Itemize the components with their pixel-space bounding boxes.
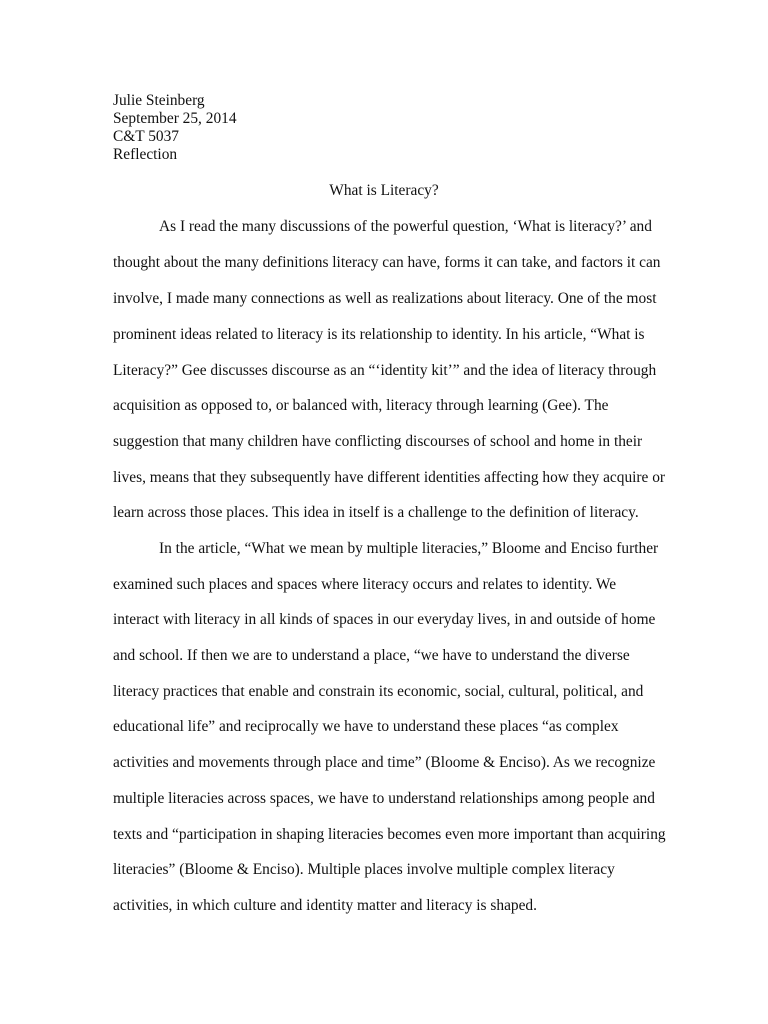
author-name: Julie Steinberg [113, 92, 205, 109]
page-title: What is Literacy? [329, 182, 439, 199]
paragraph-1-line: lives, means that they subsequently have different identities affecting how they acquire or [113, 469, 666, 486]
paragraph-1-line: suggestion that many children have conflicting discourses of school and home in their [113, 433, 643, 450]
paragraph-2-line: activities and movements through place and time” (Bloome & Enciso). As we recognize [113, 754, 656, 771]
paragraph-1-line: thought about the many definitions literacy can have, forms it can take, and factors it can [113, 254, 661, 271]
course-code: C&T 5037 [113, 128, 179, 145]
paragraph-2-line: literacy practices that enable and constrain its economic, social, cultural, political, and [113, 683, 644, 700]
paragraph-1-line: Literacy?” Gee discusses discourse as an “‘identity kit’” and the idea of literacy through [113, 362, 657, 379]
paragraph-2-line: activities, in which culture and identity matter and literacy is shaped. [113, 897, 537, 914]
paragraph-1-line: acquisition as opposed to, or balanced with, literacy through learning (Gee). The [113, 397, 609, 414]
paragraph-2-line: In the article, “What we mean by multiple literacies,” Bloome and Enciso further [159, 540, 659, 557]
assignment-type: Reflection [113, 146, 178, 163]
paragraph-1-line: learn across those places. This idea in itself is a challenge to the definition of literacy. [113, 504, 639, 521]
header-block [113, 92, 673, 164]
paragraph-2-line: texts and “participation in shaping literacies becomes even more important than acquiring [113, 826, 666, 843]
paragraph-2-line: multiple literacies across spaces, we have to understand relationships among people and [113, 790, 655, 807]
paragraph-1-line: involve, I made many connections as well as realizations about literacy. One of the most [113, 290, 657, 307]
paragraph-2-line: interact with literacy in all kinds of spaces in our everyday lives, in and outside of home [113, 611, 656, 628]
paragraph-1-line: As I read the many discussions of the powerful question, ‘What is literacy?’ and [159, 218, 652, 235]
paragraph-1-line: prominent ideas related to literacy is its relationship to identity. In his article, “What is [113, 326, 645, 343]
paragraph-2-line: educational life” and reciprocally we have to understand these places “as complex [113, 718, 619, 735]
paragraph-2-line: and school. If then we are to understand a place, “we have to understand the diverse [113, 647, 630, 664]
paragraph-2-line: examined such places and spaces where literacy occurs and relates to identity. We [113, 576, 617, 593]
document-date: September 25, 2014 [113, 110, 237, 127]
paragraph-2-line: literacies” (Bloome & Enciso). Multiple places involve multiple complex literacy [113, 861, 615, 878]
